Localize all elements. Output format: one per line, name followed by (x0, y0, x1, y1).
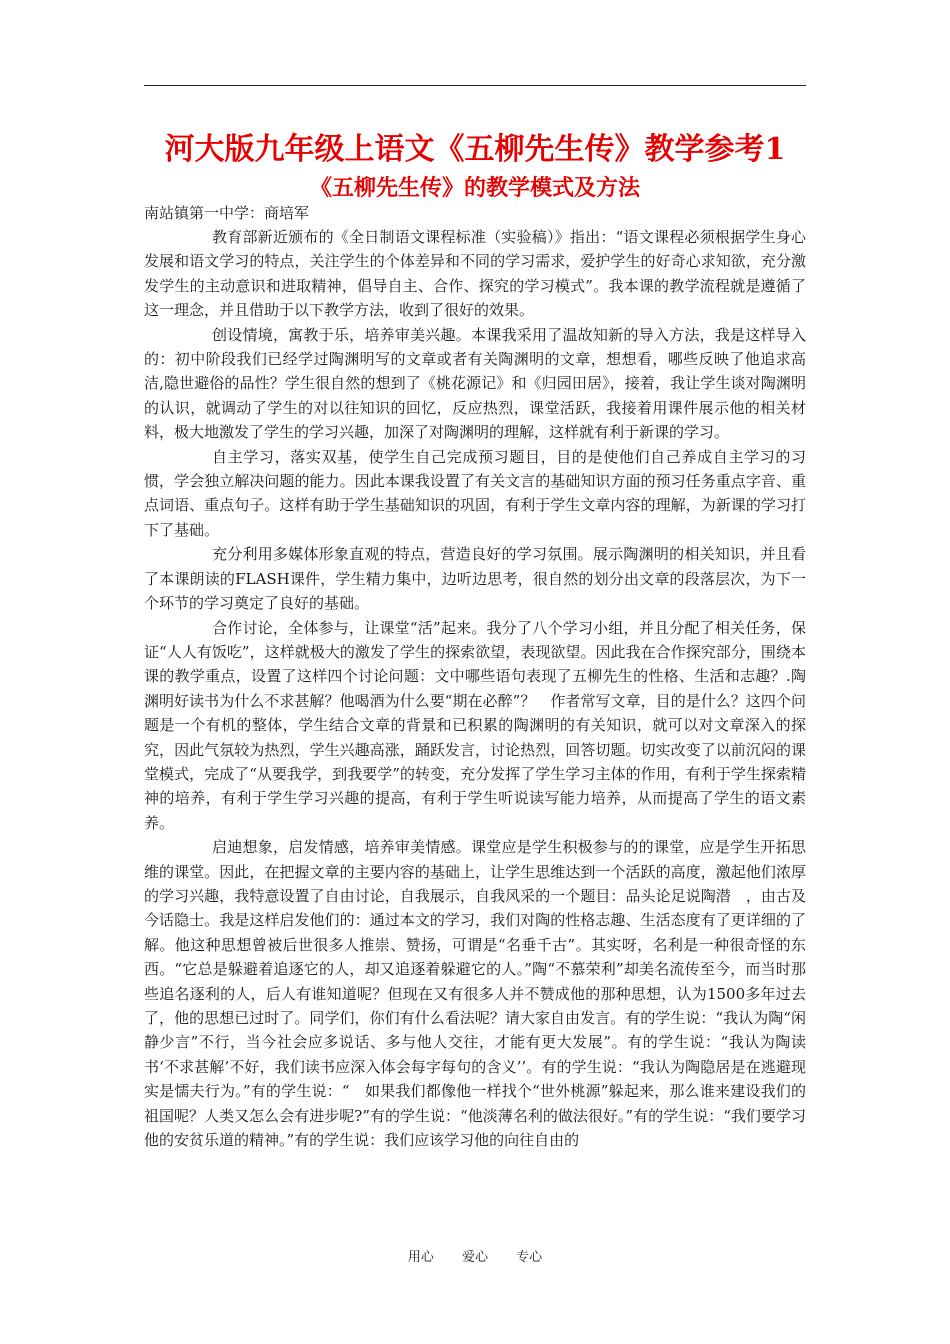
document-title: 河大版九年级上语文《五柳先生传》教学参考1 (164, 132, 786, 167)
footer-word: 爱心 (461, 1250, 488, 1265)
author-line: 南站镇第一中学：商培军 (144, 204, 310, 222)
paragraph-intro: 教育部新近颁布的《全日制语文课程标准（实验稿）》指出：“语文课程必须根据学生身心发展和语文学习的特点，关注学生的个体差异和不同的学习需求，爱护学生的好奇心求知欲，充分激发学生的主动意识和进取精神，倡导自主、合作、探究的学习模式”。我本课的教学流程就是遵循了这一理念，并且借助于以下教学方法，收到了很好的效果。 (144, 228, 806, 320)
paragraph-cooperation: 合作讨论，全体参与，让课堂“活”起来。我分了八个学习小组，并且分配了相关任务，保证“人人有饭吃”，这样就极大的激发了学生的探索欲望，表现欲望。因此我在合作探究部分，围绕本课的教学重点，设置了这样四个讨论问题：文中哪些语句表现了五柳先生的性格、生活和志趣？.陶渊明好读书为什么不求甚解？他喝酒为什么要“期在必醉”？ 作者常写文章，目的是什么？这四个问题是一个有机的整体，学生结合文章的背景和已积累的陶渊明的有关知识，就可以对文章深入的探究，因此气氛较为热烈，学生兴趣高涨，踊跃发言，讨论热烈，回答切题。切实改变了以前沉闷的课堂模式，完成了“从要我学，到我要学”的转变，充分发挥了学生学习主体的作用，有利于学生探索精神的培养，有利于学生学习兴趣的提高，有利于学生听说读写能力培养，从而提高了学生的语文素养。 (144, 618, 806, 832)
document-subtitle: 《五柳先生传》的教学模式及方法 (309, 175, 640, 201)
document-body (144, 225, 806, 1152)
page-footer (0, 1248, 950, 1268)
footer-word: 专心 (516, 1250, 543, 1265)
paragraph-multimedia: 充分利用多媒体形象直观的特点，营造良好的学习氛围。展示陶渊明的相关知识，并且看了本课朗读的FLASH课件，学生精力集中，边听边思考，很自然的划分出文章的段落层次，为下一个环节的学习奠定了良好的基础。 (144, 545, 806, 613)
footer-word: 用心 (407, 1250, 434, 1265)
header-rule (144, 85, 806, 86)
paragraph-imagination: 启迪想象，启发情感，培养审美情感。课堂应是学生积极参与的的课堂，应是学生开拓思维的课堂。因此，在把握文章的主要内容的基础上，让学生思维达到一个活跃的高度，激起他们浓厚的学习兴趣，我特意设置了自由讨论，自我展示，自我风采的一个题目：品头论足说陶潜 ，由古及今话隐士。我是这样启发他们的：通过本文的学习，我们对陶的性格志趣、生活态度有了更详细的了解。他这种思想曾被后世很多人推崇、赞扬，可谓是“名垂千古”。其实呀，名利是一种很奇怪的东西。“它总是躲避着追逐它的人，却又追逐着躲避它的人。”陶“不慕荣利”却美名流传至今，而当时那些追名逐利的人，后人有谁知道呢？但现在又有很多人并不赞成他的那种思想，认为1500多年过去了，他的思想已过时了。同学们，你们有什么看法呢？请大家自由发言。有的学生说：“我认为陶“闲静少言”不行，当今社会应多说话、多与他人交往，才能有更大发展”。有的学生说：“我认为陶读书‘不求甚解’不好，我们读书应深入体会每字每句的含义’’。有的学生说：“我认为陶隐居是在逃避现实是懦夫行为。”有的学生说：“ 如果我们都像他一样找个“世外桃源”躲起来，那么谁来建设我们的祖国呢？人类又怎么会有进步呢?”有的学生说：“他淡薄名利的做法很好。”有的学生说：“我们要学习他的安贫乐道的精神。”有的学生说：我们应该学习他的向往自由的 (144, 838, 806, 1150)
paragraph-situation: 创设情境，寓教于乐，培养审美兴趣。本课我采用了温故知新的导入方法，我是这样导入的：初中阶段我们已经学过陶渊明写的文章或者有关陶渊明的文章，想想看，哪些反映了他追求高洁,隐世避俗的品性？学生很自然的想到了《桃花源记》和《归园田居》，接着，我让学生谈对陶渊明的认识，就调动了学生的对以往知识的回忆，反应热烈，课堂活跃，我接着用课件展示他的相关材料，极大地激发了学生的学习兴趣，加深了对陶渊明的理解，这样就有利于新课的学习。 (144, 325, 806, 442)
paragraph-self-study: 自主学习，落实双基，使学生自己完成预习题目，目的是使他们自己养成自主学习的习惯，学会独立解决问题的能力。因此本课我设置了有关文言的基础知识方面的预习任务重点字音、重点词语、重点句子。这样有助于学生基础知识的巩固，有利于学生文章内容的理解，为新课的学习打下了基础。 (144, 447, 806, 539)
